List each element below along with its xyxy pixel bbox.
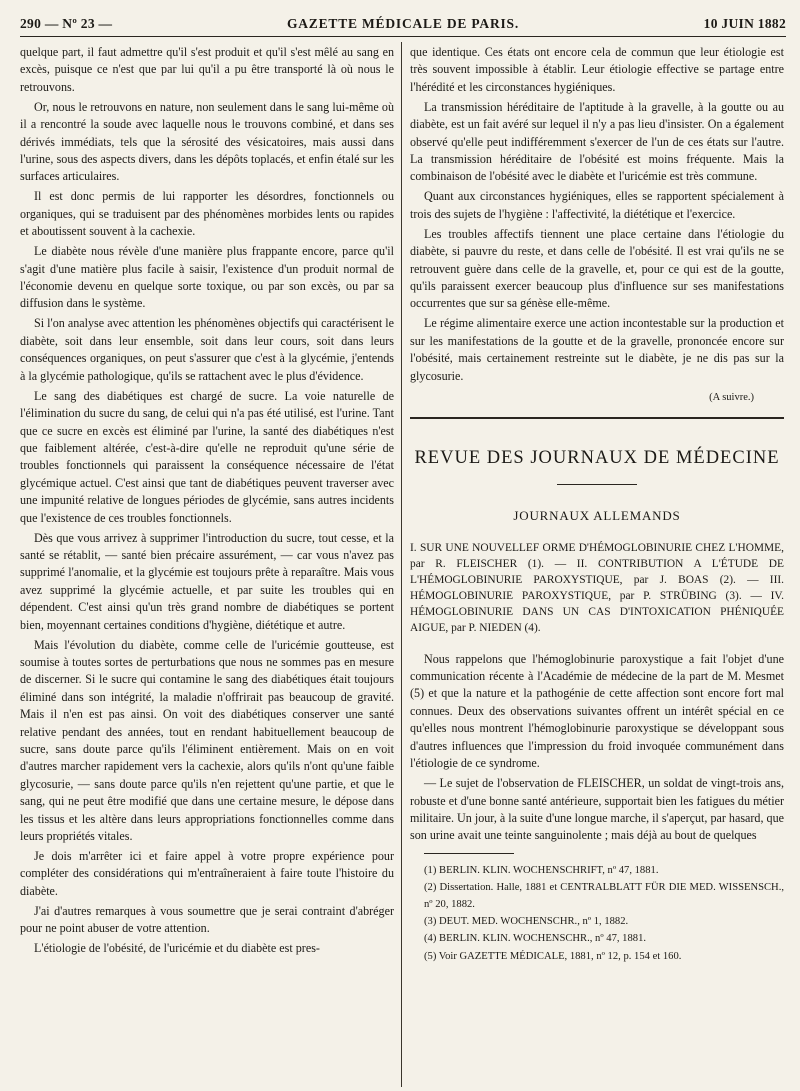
paragraph: La transmission héréditaire de l'aptitude à la gravelle, à la goutte ou au diabète, est un fait avéré sur lequel il n'y a pas lieu d'insister. On a également observé qu'elle peut indifféremment s'exercer de l'un de ces états sur l'autre. La transmission héréditaire de l'obésité est moins fréquente. Mais la combinaison de l'obésité avec le diabète et l'uricémie est très commune.: [410, 99, 784, 184]
footnote-rule: [424, 853, 514, 854]
paragraph: Les troubles affectifs tiennent une place certaine dans l'étiologie du diabète, si pauvre du reste, et dans celle de l'obésité. Il est vrai qu'ils ne se retrouvent guère dans celle de la gravelle, et, pour ce qui est de la goutte, qu'ils paraissent exercer beaucoup plus d'influence sur ses manifestations occurrentes que sur sa génèse elle-même.: [410, 226, 784, 311]
paragraph: Nous rappelons que l'hémoglobinurie paroxystique a fait l'objet d'une communication récente à l'Académie de médecine de la part de M. Mesmet (5) et que la nature et la pathogénie de cette affection sont encore fort mal connues. Deux des observations suivantes offrent un intérêt spécial en ce qu'elles nous montrent l'hémoglobinurie paroxystique se développant sous d'autres influences que l'impression du froid invoquée communément dans l'étiologie de ce syndrome.: [410, 651, 784, 771]
paragraph: Le diabète nous révèle d'une manière plus frappante encore, parce qu'il s'agit d'une matière plus facile à saisir, l'existence d'un produit normal de l'économie devenu en quelque sorte toxique, ou par son excès, ou par sa diffusion dans le système.: [20, 244, 394, 311]
article-list-entry: I. SUR UNE NOUVELLEF ORME D'HÉMOGLOBINURIE CHEZ L'HOMME, par R. FLEISCHER (1). — II. CONTRIBUTION A L'ÉTUDE DE L'HÉMOGLOBINURIE PAROXYSTIQUE, par J. BOAS (2). — III. HÉMOGLOBINURIE PAROXYSTIQUE, par P. STRÜBING (3). — IV. HÉMOGLOBINURIE DANS UN CAS D'INTOXICATION PHÉNIQUÉE AIGUE, par P. NIEDEN (4).: [410, 541, 784, 635]
page-number: 290 — Nº 23 —: [20, 16, 113, 31]
paragraph: — Le sujet de l'observation de FLEISCHER, un soldat de vingt-trois ans, robuste et d'une bonne santé antérieure, supportait bien les fatigues du métier militaire. Un jour, à la suite d'une longue marche, il s'aperçut, par hasard, que son urine avait une teinte sanguinolente ; mais déjà au bout de quelques: [410, 776, 784, 843]
paragraph: Il est donc permis de lui rapporter les désordres, fonctionnels ou organiques, qui se traduisent par des phénomènes morbides lents ou rapides et aboutissent souvent à la cachexie.: [20, 189, 394, 239]
right-column: [410, 44, 784, 1091]
paragraph: Dès que vous arrivez à supprimer l'introduction du sucre, tout cesse, et la santé se rétablit, — santé bien précaire assurément, — car vous n'avez pas supprimé l'anomalie, et la glycémie est toujours prête à reparaître. Mais vous avez supprimé la glycémie actuelle, et par suite les troubles qui en dépendent. C'est ainsi qu'un très grand nombre de diabétiques se portent bien, moyennant certaines conditions d'hygiène, diététique et autre.: [20, 530, 394, 632]
paragraph: Le sang des diabétiques est chargé de sucre. La voie naturelle de l'élimination du sucre du sang, de celui qui n'a pas été utilisé, est l'urine. Tant que ce sucre en excès est éliminé par l'urine, la santé des diabétiques n'est que faiblement altérée, c'est-à-dire qu'elle ne reproduit qu'une série de troubles fonctionnels qui paraissent la conséquence nécessaire de l'état glycémique actuel. C'est ainsi que tant de diabétiques peuvent traverser avec une impunité relative de longues périodes de glycémie, sans autres incidents que l'existence de ces troubles fonctionnels.: [20, 388, 394, 525]
paragraph: quelque part, il faut admettre qu'il s'est produit et qu'il s'est mêlé au sang en excès, puisque ce n'est que par lui qu'il a pu être transporté là où nous le retrouvons.: [20, 45, 394, 94]
column-divider: [401, 42, 402, 1087]
footnote: (1) BERLIN. KLIN. WOCHENSCHRIFT, nº 47, 1881.: [424, 864, 659, 876]
paragraph: que identique. Ces états ont encore cela de commun que leur étiologie est très souvent impossible à établir. Leur étiologie effective se partage entre l'hérédité et les circonstances hygiéniques.: [410, 45, 784, 94]
footnote: (5) Voir GAZETTE MÉDICALE, 1881, nº 12, p. 154 et 160.: [424, 950, 682, 962]
section-separator: [410, 417, 784, 421]
paragraph: Si l'on analyse avec attention les phénomènes objectifs qui caractérisent le diabète, soit dans leur ensemble, soit dans leur cours, soit dans leurs conséquences organiques, on peut s'assurer que c'est à la glycémie, j'entends à la glycémie pathologique, qu'ils se rattachent avec le plus d'évidence.: [20, 316, 394, 383]
to-be-continued: (A suivre.): [709, 392, 754, 404]
footnote: (2) Dissertation. Halle, 1881 et CENTRALBLATT FÜR DIE MED. WISSENSCH., nº 20, 1882.: [424, 881, 784, 911]
footnote: (3) DEUT. MED. WOCHENSCHR., nº 1, 1882.: [424, 916, 629, 928]
paragraph: Je dois m'arrêter ici et faire appel à votre propre expérience pour compléter des considérations qui m'entraîneraient à faire toute l'histoire du diabète.: [20, 849, 394, 898]
article-list: [410, 540, 784, 637]
subsection-title: JOURNAUX ALLEMANDS: [513, 507, 681, 523]
paragraph: Mais l'évolution du diabète, comme celle de l'uricémie goutteuse, est soumise à toutes sortes de perturbations que nous ne sommes pas en mesure de discerner. Si le sucre qui contamine le sang des diabétiques était toujours éliminé dans son intégrité, la maladie n'offrirait pas beaucoup de gravité. Mais il n'en est pas ainsi. On voit des diabétiques conserver une santé relative pendant des années, tout en rendant habituellement beaucoup de sucre, sans doute parce qu'ils l'éliminent entièrement. Mais on en voit d'autres marcher rapidement vers la cachexie, alors qu'ils n'ont qu'une faible glycosurie, — sans doute parce qu'ils n'en rejettent qu'une partie, et que le sang, qui ne peut être modifié que dans une certaine mesure, le dépose dans les tissus et les altère dans leurs appropriations fonctionnelles comme dans leurs propriétés vitales.: [20, 637, 394, 844]
paragraph: Or, nous le retrouvons en nature, non seulement dans le sang lui-même où il a rencontré la soude avec laquelle nous le trouvons combiné, et dans ses dérivés immédiats, tels que la sérosité des vésicatoires, mais aussi dans l'urine, sous des aspects divers, dans les dépôts toplacés, et enfin étalé sur les surfaces articulaires.: [20, 99, 394, 184]
paragraph: Quant aux circonstances hygiéniques, elles se rapportent spécialement à trois des sujets de l'hygiène : l'affectivité, la diététique et l'exercice.: [410, 189, 784, 221]
issue-date: 10 JUIN 1882: [703, 16, 786, 31]
section-title: REVUE DES JOURNAUX DE MÉDECINE: [414, 448, 780, 469]
paragraph: L'étiologie de l'obésité, de l'uricémie et du diabète est pres-: [34, 941, 320, 956]
title-rule: [557, 484, 637, 485]
left-column: [20, 44, 394, 1091]
journal-title: GAZETTE MÉDICALE DE PARIS.: [286, 16, 520, 31]
paragraph: Le régime alimentaire exerce une action incontestable sur la production et sur les manifestations de la goutte et de la gravelle, prononcée encore sur l'obésité, mais certainement restreinte sut le diabète, je ne dis pas sur la glycosurie.: [410, 316, 784, 383]
page-header: [20, 12, 786, 37]
footnotes: [410, 862, 784, 965]
paragraph: J'ai d'autres remarques à vous soumettre que je serai contraint d'abréger pour ne point abuser de votre attention.: [20, 903, 394, 936]
footnote: (4) BERLIN. KLIN. WOCHENSCHR., nº 47, 1881.: [424, 933, 647, 945]
